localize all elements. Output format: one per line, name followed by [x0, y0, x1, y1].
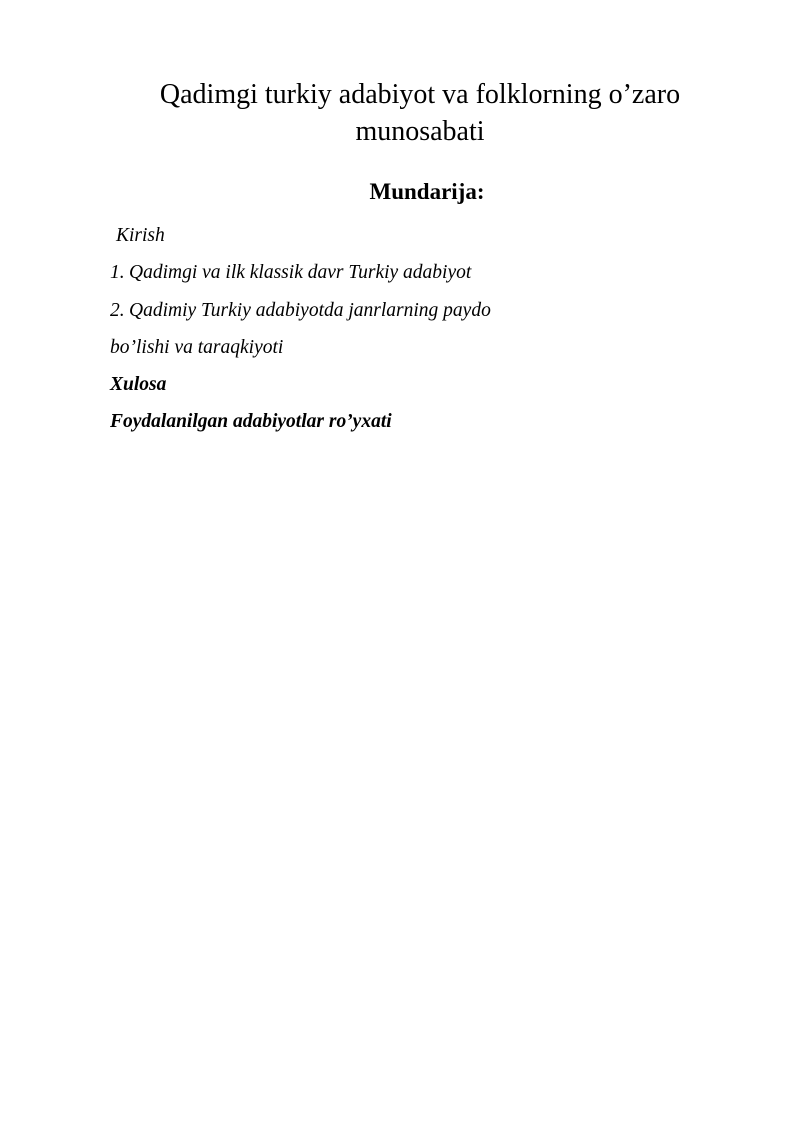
document-title	[110, 76, 730, 150]
toc-item-conclusion: Xulosa	[110, 374, 167, 396]
toc-item-2	[110, 292, 710, 329]
document-title-line-1: Qadimgi turkiy adabiyot va folklorning o’zaro	[159, 79, 681, 110]
toc-item-2-number: 2.	[110, 299, 125, 321]
toc-item-1	[110, 254, 710, 291]
toc-item-2-text: Qadimiy Turkiy adabiyotda janrlarning paydo	[129, 299, 491, 321]
table-of-contents-heading: Mundarija:	[369, 179, 485, 204]
toc-item-2-continuation: bo’lishi va taraqkiyoti	[110, 336, 284, 358]
toc-item-1-text: Qadimgi va ilk klassik davr Turkiy adabiyot	[129, 262, 472, 284]
toc-item-1-number: 1.	[110, 262, 125, 284]
toc-item-references: Foydalanilgan adabiyotlar ro’yxati	[110, 411, 392, 433]
toc-item-introduction: Kirish	[116, 225, 165, 246]
table-of-contents	[110, 217, 710, 441]
document-title-line-2: munosabati	[355, 116, 485, 147]
